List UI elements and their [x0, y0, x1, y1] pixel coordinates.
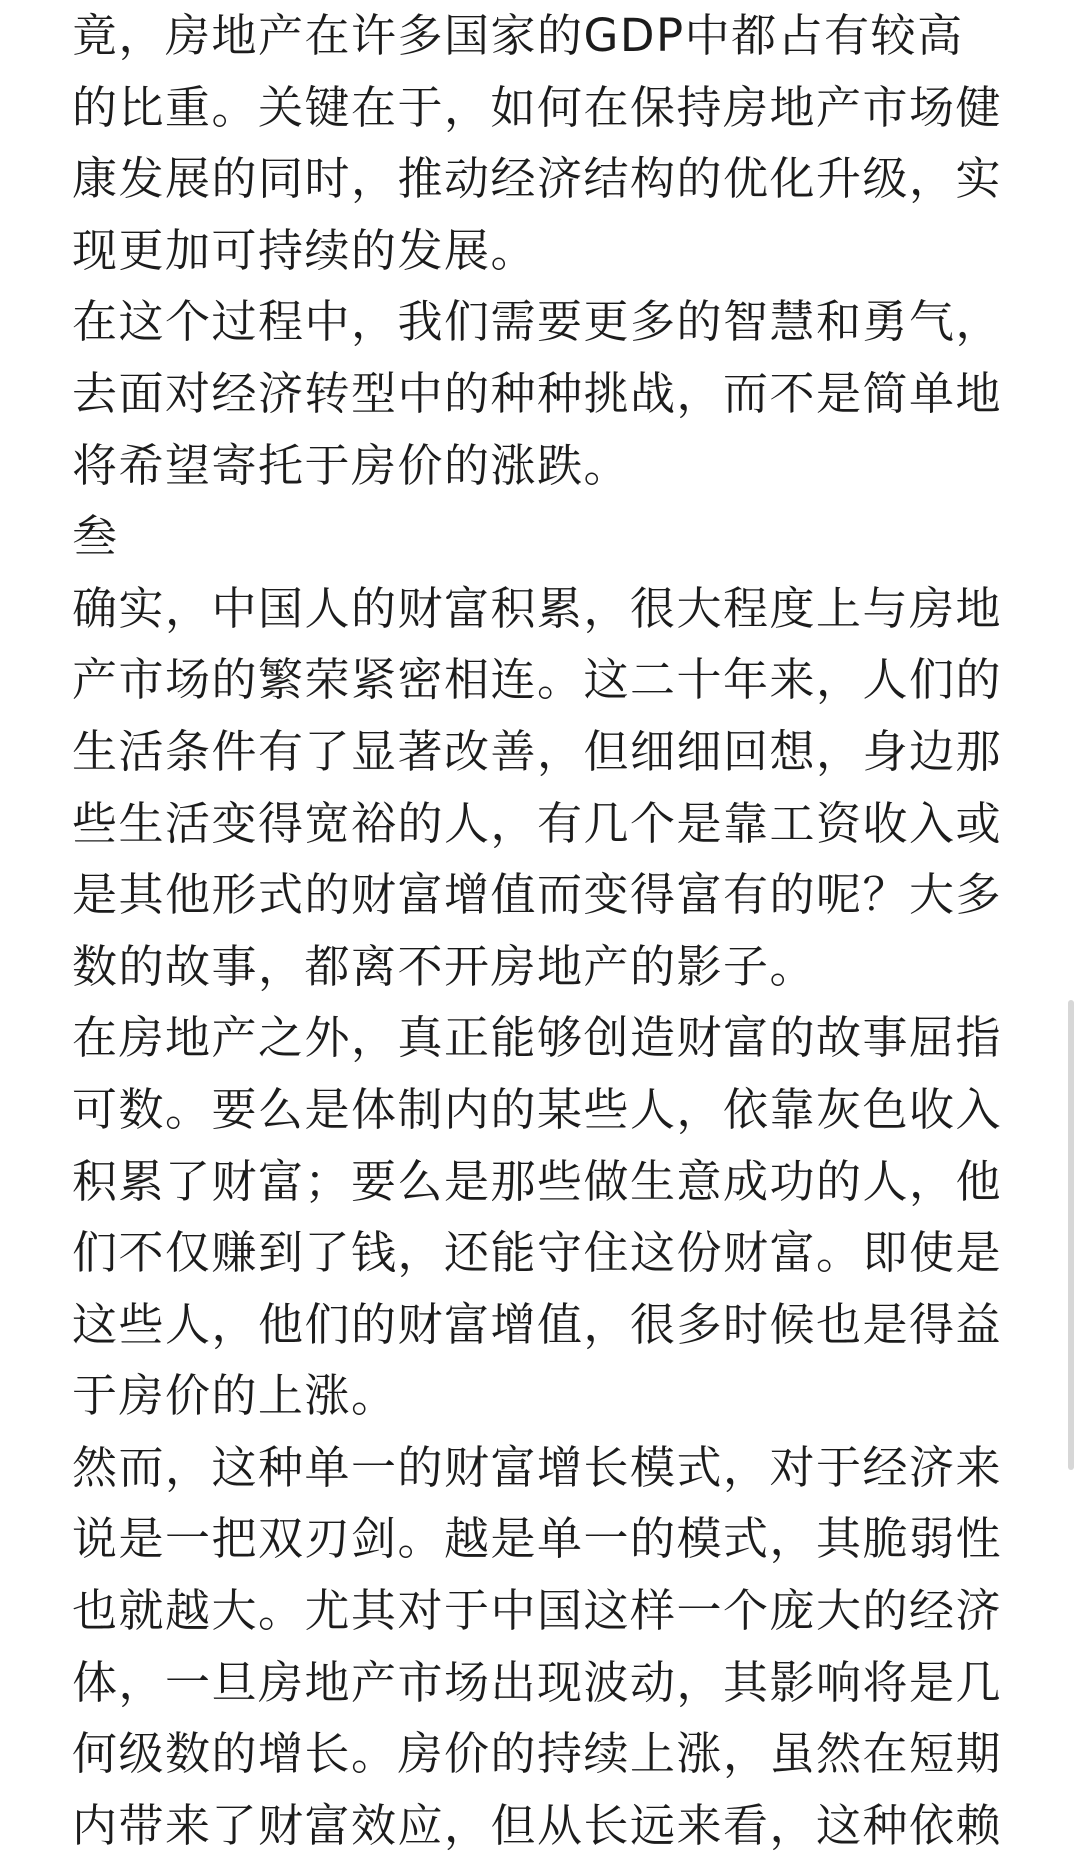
section-marker: 叁: [72, 510, 119, 564]
paragraph-other-wealth-stories: 在房地产之外，真正能够创造财富的故事屈指 可数。要么是体制内的某些人，依靠灰色收入 积累了财富；要么是那些做生意成功的人，他 们不仅赚到了钱，还能守住这份财富。即使是 这些人，他们的财富增值，很多时候也是得益 于房价的上涨。: [72, 1011, 1003, 1423]
paragraph-wealth-accumulation: 确实，中国人的财富积累，很大程度上与房地 产市场的繁荣紧密相连。这二十年来，人们的 生活条件有了显著改善，但细细回想，身边那 些生活变得宽裕的人，有几个是靠工资收入或 是其他形式的财富增值而变得富有的呢？大多 数的故事，都离不开房地产的影子。: [72, 581, 1003, 993]
vertical-scrollbar[interactable]: [1068, 1000, 1074, 1470]
article-body: [72, 0, 1012, 1860]
paragraph-gdp-share: 竟，房地产在许多国家的GDP中都占有较高 的比重。关键在于，如何在保持房地产市场健 康发展的同时，推动经济结构的优化升级，实 现更加可持续的发展。: [72, 9, 1003, 277]
paragraph-double-edged-sword: 然而，这种单一的财富增长模式，对于经济来 说是一把双刃剑。越是单一的模式，其脆弱性 也就越大。尤其对于中国这样一个庞大的经济 体，一旦房地产市场出现波动，其影响将是几 何级数的增长。房价的持续上涨，虽然在短期 内带来了财富效应，但从长远来看，这种依赖: [72, 1440, 1003, 1852]
paragraph-wisdom-courage: 在这个过程中，我们需要更多的智慧和勇气， 去面对经济转型中的种种挑战，而不是简单地 将希望寄托于房价的涨跌。: [72, 295, 1003, 492]
